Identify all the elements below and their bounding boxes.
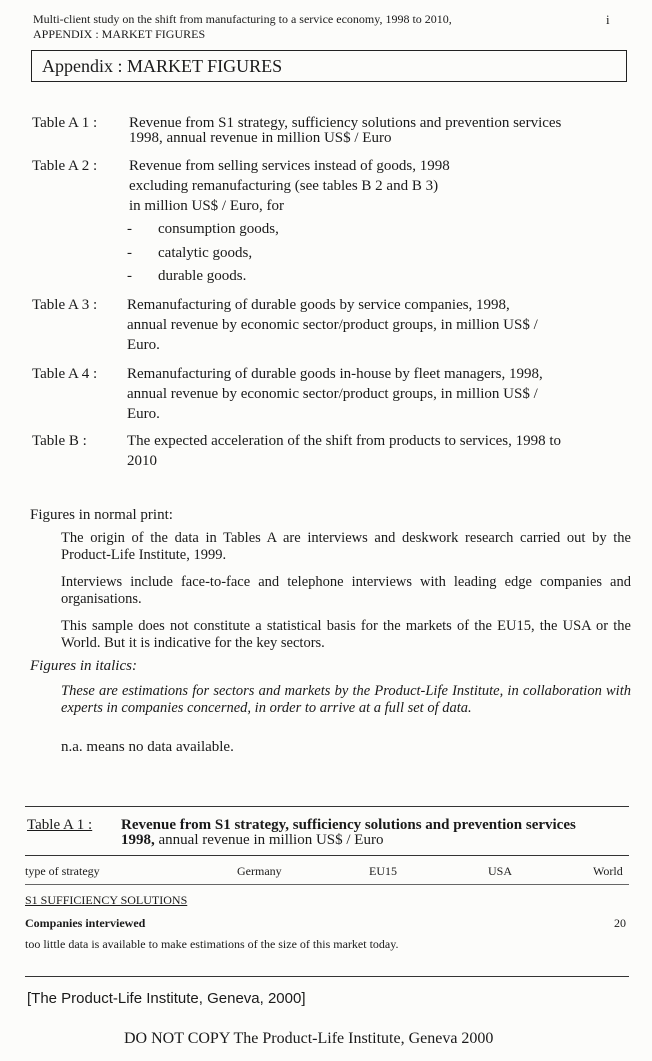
column-header: EU15 [369, 864, 397, 878]
divider [25, 976, 629, 977]
divider [25, 884, 629, 885]
table-a1-subtitle-unit: annual revenue in million US$ / Euro [154, 832, 384, 848]
table-desc: Euro. [127, 337, 160, 353]
table-desc: excluding remanufacturing (see tables B 2 and B 3) [129, 178, 439, 194]
page-number: i [606, 12, 610, 27]
bullet-item: consumption goods, [158, 221, 279, 237]
bullet-mark: - [127, 245, 132, 261]
footer: DO NOT COPY The Product-Life Institute, Geneva 2000 [124, 1030, 494, 1047]
table-a1-label [27, 817, 92, 834]
table-label: Table A 4 : [32, 366, 98, 382]
column-header: World [593, 864, 623, 878]
column-header: type of strategy [25, 864, 100, 878]
bullet-item: durable goods. [158, 268, 247, 284]
table-a1-subtitle [121, 832, 383, 849]
column-header: USA [488, 864, 513, 878]
table-label: Table A 3 : [32, 297, 98, 313]
italic-paragraph: These are estimations for sectors and markets by the Product-Life Institute, in collaboration with experts in companies concerned, in order to arrive at a full set of data. [61, 683, 631, 716]
table-a1-label-text: Table A 1 : [27, 817, 93, 833]
table-desc: annual revenue by economic sector/product groups, in million US$ / [127, 386, 538, 402]
source-note: [The Product-Life Institute, Geneva, 2000] [27, 990, 306, 1007]
table-desc: Euro. [127, 406, 160, 422]
table-label: Table B : [32, 433, 87, 449]
table-desc: Remanufacturing of durable goods by service companies, 1998, [127, 297, 510, 313]
italic-heading: Figures in italics: [30, 658, 137, 674]
note-paragraph: The origin of the data in Tables A are interviews and deskwork research carried out by the Product-Life Institute, 1999. [61, 530, 631, 563]
normal-print-heading: Figures in normal print: [30, 507, 173, 523]
row-label: Companies interviewed [25, 916, 146, 930]
table-desc: in million US$ / Euro, for [129, 198, 284, 214]
na-note: n.a. means no data available. [61, 739, 234, 755]
row-value-world: 20 [614, 916, 626, 930]
table-desc: The expected acceleration of the shift from products to services, 1998 to [127, 433, 562, 449]
table-desc: Revenue from selling services instead of goods, 1998 [129, 158, 450, 174]
page-title: Appendix : MARKET FIGURES [42, 56, 283, 76]
table-desc: 2010 [127, 453, 157, 469]
table-label: Table A 2 : [32, 158, 98, 174]
table-desc: annual revenue by economic sector/product groups, in million US$ / [127, 317, 538, 333]
table-desc: Revenue from S1 strategy, sufficiency solutions and prevention services [129, 115, 562, 131]
note-paragraph: Interviews include face-to-face and telephone interviews with leading edge companies and organisations. [61, 574, 631, 607]
bullet-mark: - [127, 268, 132, 284]
table-desc: 1998, annual revenue in million US$ / Euro [129, 130, 392, 146]
table-a1-subtitle-year: 1998, [121, 832, 155, 848]
table-footnote: too little data is available to make estimations of the size of this market today. [25, 937, 399, 951]
note-paragraph: This sample does not constitute a statistical basis for the markets of the EU15, the USA or the World. But it is indicative for the key sectors. [61, 618, 631, 651]
column-header: Germany [237, 864, 282, 878]
table-label: Table A 1 : [32, 115, 98, 131]
divider [25, 855, 629, 856]
divider [25, 806, 629, 807]
bullet-item: catalytic goods, [158, 245, 253, 261]
title-box [31, 50, 627, 82]
running-header-line1: Multi-client study on the shift from manufacturing to a service economy, 1998 to 2010, [33, 12, 452, 26]
section-label: S1 SUFFICIENCY SOLUTIONS [25, 893, 188, 907]
table-desc: Remanufacturing of durable goods in-house by fleet managers, 1998, [127, 366, 543, 382]
table-a1-title: Revenue from S1 strategy, sufficiency solutions and prevention services [121, 817, 576, 833]
bullet-mark: - [127, 221, 132, 237]
running-header-line2: APPENDIX : MARKET FIGURES [33, 27, 206, 41]
